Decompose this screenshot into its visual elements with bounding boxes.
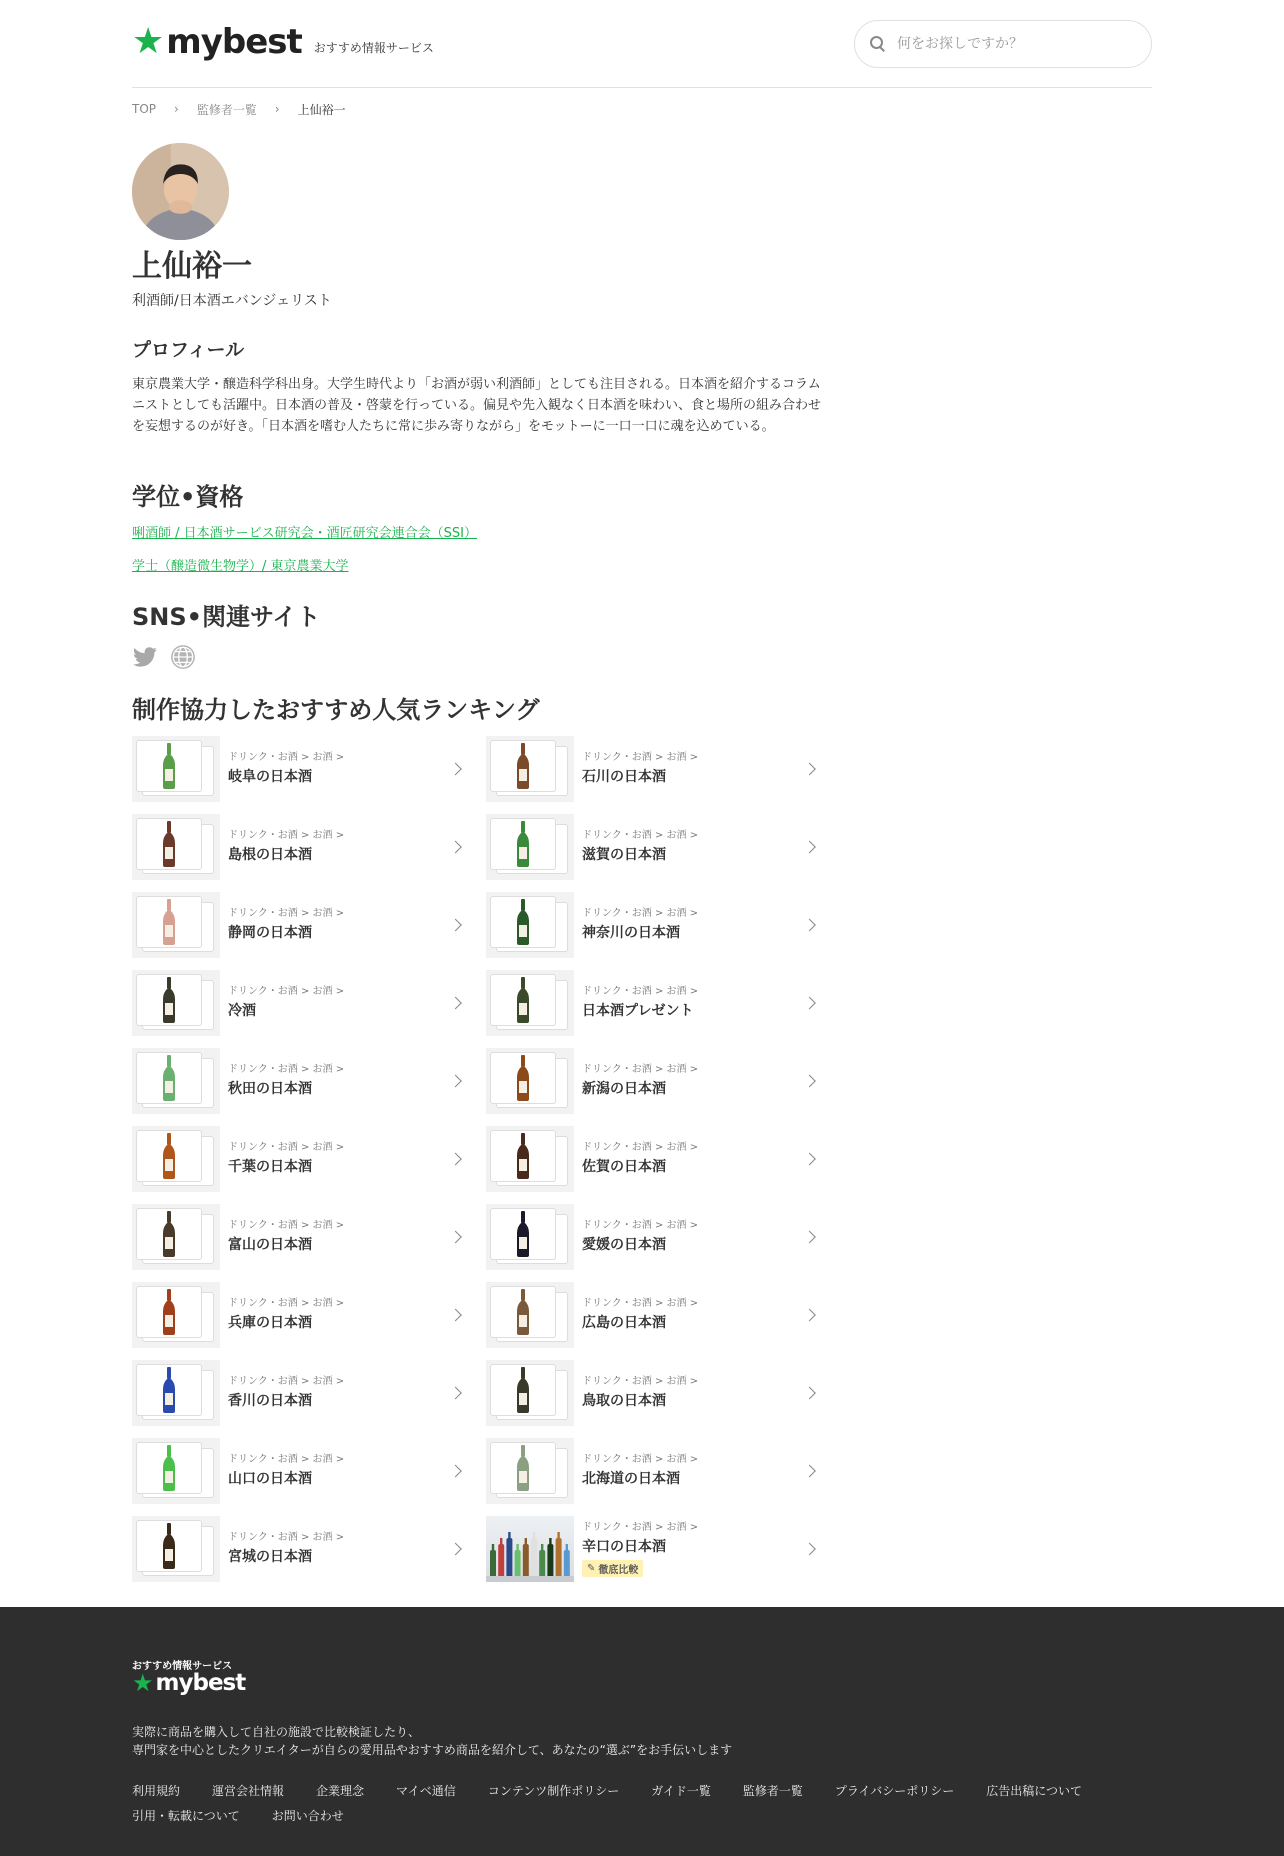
profile-text: 東京農業大学・醸造科学科出身。大学生時代より「お酒が弱い利酒師」としても注目される。日本酒を紹介するコラムニストとしても活躍中。日本酒の普及・啓蒙を行っている。偏見や先入観なく日本酒を味わい、食と場所の組み合わせを妄想するのが好き。「日本酒を嗜む人たちに常に歩み寄りながら」をモットーに一口一口に魂を込めている。 [132, 377, 822, 434]
ranking-thumbnail [132, 1360, 220, 1426]
ranking-thumbnail [486, 1204, 574, 1270]
ranking-item[interactable] [132, 1516, 464, 1582]
ranking-item[interactable] [132, 1204, 464, 1270]
ranking-thumbnail [486, 1048, 574, 1114]
ranking-text [228, 829, 344, 865]
ranking-category: ドリンク・お酒 > お酒 > [582, 1220, 699, 1231]
footer-link[interactable]: 利用規約 [132, 1784, 181, 1798]
ranking-item[interactable] [486, 1048, 818, 1114]
ranking-label: 新潟の日本酒 [582, 1081, 666, 1097]
ranking-text [228, 1297, 344, 1333]
ranking-label: 千葉の日本酒 [228, 1159, 312, 1175]
ranking-item[interactable] [132, 970, 464, 1036]
search-box[interactable] [854, 20, 1152, 68]
chevron-right-icon [449, 1153, 462, 1166]
ranking-text [228, 1141, 344, 1177]
ranking-category: ドリンク・お酒 > お酒 > [228, 1142, 345, 1153]
website-icon[interactable] [170, 644, 196, 670]
ranking-thumbnail [132, 736, 220, 802]
site-header [132, 0, 1152, 88]
ranking-grid [132, 736, 818, 1582]
ranking-item[interactable] [486, 1516, 818, 1582]
chevron-right-icon: › [174, 102, 179, 116]
footer-link[interactable]: 引用・転載について [132, 1809, 240, 1823]
ranking-text [228, 985, 344, 1021]
sake-bottle-icon [163, 977, 175, 1023]
ranking-text [582, 1141, 698, 1177]
ranking-item[interactable] [132, 736, 464, 802]
footer-link[interactable]: 運営会社情報 [212, 1784, 285, 1798]
chevron-right-icon [803, 919, 816, 932]
search-icon [869, 35, 887, 53]
logo-text: mybest [166, 22, 302, 62]
sns-links [132, 644, 196, 670]
avatar [132, 143, 229, 240]
ranking-item[interactable] [132, 1438, 464, 1504]
chevron-right-icon [803, 1465, 816, 1478]
chevron-right-icon [449, 919, 462, 932]
sake-bottle-icon [517, 743, 529, 789]
ranking-category: ドリンク・お酒 > お酒 > [228, 1220, 345, 1231]
ranking-category: ドリンク・お酒 > お酒 > [228, 908, 345, 919]
ranking-text [582, 829, 698, 865]
ranking-thumbnail [132, 1282, 220, 1348]
chevron-right-icon [449, 763, 462, 776]
ranking-text [582, 985, 698, 1021]
ranking-label: 愛媛の日本酒 [582, 1237, 666, 1253]
ranking-category: ドリンク・お酒 > お酒 > [582, 752, 699, 763]
search-input[interactable] [897, 36, 1137, 52]
chevron-right-icon [449, 1231, 462, 1244]
ranking-text [582, 907, 698, 943]
chevron-right-icon [803, 763, 816, 776]
ranking-item[interactable] [486, 814, 818, 880]
chevron-right-icon [803, 1309, 816, 1322]
ranking-item[interactable] [486, 1282, 818, 1348]
ranking-label: 神奈川の日本酒 [582, 925, 680, 941]
avatar-photo [132, 143, 229, 240]
ranking-label: 冷酒 [228, 1003, 256, 1019]
ranking-label: 静岡の日本酒 [228, 925, 312, 941]
ranking-category: ドリンク・お酒 > お酒 > [228, 1298, 345, 1309]
ranking-item[interactable] [486, 892, 818, 958]
ranking-text [582, 1521, 698, 1577]
ranking-thumbnail [132, 1126, 220, 1192]
compare-badge-label: 徹底比較 [598, 1565, 639, 1576]
ranking-text [582, 1219, 698, 1255]
ranking-text [582, 751, 698, 787]
credential-link-sake-sommelier[interactable]: 唎酒師 / 日本酒サービス研究会・酒匠研究会連合会（SSI） [132, 526, 477, 541]
sake-bottle-icon [517, 1055, 529, 1101]
ranking-label: 富山の日本酒 [228, 1237, 312, 1253]
sake-bottle-icon [517, 977, 529, 1023]
breadcrumb-supervisors[interactable]: 監修者一覧 [196, 102, 257, 117]
ranking-label: 宮城の日本酒 [228, 1549, 312, 1565]
footer-link[interactable]: プライバシーポリシー [834, 1784, 955, 1798]
chevron-right-icon: › [274, 102, 280, 116]
ranking-category: ドリンク・お酒 > お酒 > [228, 830, 345, 841]
sns-heading: SNS•関連サイト [132, 603, 321, 631]
footer-logo-text: mybest [155, 1670, 246, 1696]
chevron-right-icon [449, 997, 462, 1010]
sake-bottle-icon [163, 1289, 175, 1335]
ranking-text [582, 1453, 698, 1489]
chevron-right-icon [803, 1543, 816, 1556]
ranking-label: 石川の日本酒 [582, 769, 666, 785]
ranking-text [228, 1063, 344, 1099]
ranking-thumbnail [132, 814, 220, 880]
chevron-right-icon [449, 1075, 462, 1088]
logo-tagline: おすすめ情報サービス [313, 41, 434, 55]
footer-logo[interactable] [132, 1669, 245, 1697]
twitter-icon[interactable] [132, 644, 158, 670]
chevron-right-icon [803, 1387, 816, 1400]
ranking-item[interactable] [132, 1048, 464, 1114]
chevron-right-icon [803, 997, 816, 1010]
ranking-thumbnail [486, 1282, 574, 1348]
ranking-text [582, 1297, 698, 1333]
ranking-thumbnail [132, 1048, 220, 1114]
ranking-label: 佐賀の日本酒 [582, 1159, 666, 1175]
footer-tagline: おすすめ情報サービス [132, 1661, 233, 1672]
sake-bottle-icon [163, 1211, 175, 1257]
chevron-right-icon [803, 1075, 816, 1088]
credentials-heading: 学位•資格 [132, 483, 244, 511]
ranking-label: 秋田の日本酒 [228, 1081, 312, 1097]
ranking-text [228, 1531, 344, 1567]
sake-bottle-icon [517, 1367, 529, 1413]
ranking-category: ドリンク・お酒 > お酒 > [582, 1298, 699, 1309]
sake-bottle-icon [517, 1133, 529, 1179]
chevron-right-icon [803, 1231, 816, 1244]
ranking-text [228, 907, 344, 943]
footer-desc-line1: 実際に商品を購入して自社の施設で比較検証したり、 [132, 1725, 421, 1739]
ranking-item[interactable] [486, 970, 818, 1036]
ranking-category: ドリンク・お酒 > お酒 > [228, 752, 345, 763]
compare-badge [582, 1560, 643, 1577]
breadcrumb-current: 上仙裕一 [297, 102, 346, 117]
ranking-item[interactable] [132, 892, 464, 958]
footer-link[interactable]: 企業理念 [316, 1784, 365, 1798]
sake-bottle-icon [163, 821, 175, 867]
sake-bottle-icon [517, 1211, 529, 1257]
ranking-text [582, 1375, 698, 1411]
star-icon: ★ [132, 21, 165, 62]
footer-link[interactable]: お問い合わせ [271, 1809, 344, 1823]
ranking-thumbnail [486, 1360, 574, 1426]
ranking-item[interactable] [486, 1360, 818, 1426]
chevron-right-icon [449, 1543, 462, 1556]
chevron-right-icon [449, 841, 462, 854]
ranking-category: ドリンク・お酒 > お酒 > [582, 1064, 699, 1075]
ranking-thumbnail [132, 970, 220, 1036]
sake-bottle-icon [163, 899, 175, 945]
ranking-label: 広島の日本酒 [582, 1315, 666, 1331]
sake-bottle-icon [517, 1445, 529, 1491]
ranking-label: 香川の日本酒 [228, 1393, 312, 1409]
site-footer [0, 1607, 1284, 1856]
ranking-heading: 制作協力したおすすめ人気ランキング [132, 696, 540, 724]
ranking-text [582, 1063, 698, 1099]
ranking-thumbnail [486, 1438, 574, 1504]
ranking-category: ドリンク・お酒 > お酒 > [228, 1532, 345, 1543]
ranking-thumbnail [132, 1516, 220, 1582]
ranking-category: ドリンク・お酒 > お酒 > [582, 830, 699, 841]
supervisor-title: 利酒師/日本酒エバンジェリスト [132, 293, 332, 309]
footer-link[interactable]: ガイド一覧 [651, 1784, 711, 1798]
ranking-item[interactable] [132, 1126, 464, 1192]
chevron-right-icon [449, 1465, 462, 1478]
ranking-thumbnail [132, 892, 220, 958]
footer-links [132, 1783, 1132, 1825]
ranking-label: 日本酒プレゼント [582, 1003, 694, 1019]
supervisor-name: 上仙裕一 [132, 249, 252, 284]
ranking-text [228, 1219, 344, 1255]
ranking-item[interactable] [132, 1360, 464, 1426]
compare-icon: ✎ [587, 1563, 596, 1574]
ranking-label: 兵庫の日本酒 [228, 1315, 312, 1331]
ranking-category: ドリンク・お酒 > お酒 > [582, 986, 699, 997]
ranking-label: 辛口の日本酒 [582, 1539, 666, 1555]
footer-link[interactable]: マイベ通信 [396, 1784, 456, 1798]
ranking-thumbnail [486, 1126, 574, 1192]
sake-bottle-icon [163, 1523, 175, 1569]
ranking-thumbnail [132, 1438, 220, 1504]
ranking-text [228, 1375, 344, 1411]
ranking-thumbnail [486, 814, 574, 880]
chevron-right-icon [803, 841, 816, 854]
footer-link[interactable]: 広告出稿について [986, 1784, 1083, 1798]
ranking-label: 滋賀の日本酒 [582, 847, 666, 863]
breadcrumb-top[interactable]: TOP [132, 102, 157, 116]
ranking-item[interactable] [486, 1204, 818, 1270]
ranking-text [228, 1453, 344, 1489]
ranking-category: ドリンク・お酒 > お酒 > [582, 908, 699, 919]
ranking-item[interactable] [132, 1282, 464, 1348]
sake-bottle-icon [163, 1055, 175, 1101]
ranking-category: ドリンク・お酒 > お酒 > [228, 1454, 345, 1465]
ranking-label: 島根の日本酒 [228, 847, 312, 863]
chevron-right-icon [803, 1153, 816, 1166]
footer-link[interactable]: 監修者一覧 [742, 1784, 803, 1798]
ranking-label: 岐阜の日本酒 [228, 769, 312, 785]
chevron-right-icon [449, 1387, 462, 1400]
ranking-category: ドリンク・お酒 > お酒 > [582, 1522, 699, 1533]
breadcrumb [132, 100, 346, 118]
site-logo[interactable] [132, 22, 434, 62]
ranking-category: ドリンク・お酒 > お酒 > [582, 1142, 699, 1153]
ranking-thumbnail [486, 970, 574, 1036]
ranking-item[interactable] [486, 1126, 818, 1192]
sake-bottle-icon [163, 1367, 175, 1413]
ranking-label: 鳥取の日本酒 [582, 1393, 666, 1409]
ranking-category: ドリンク・お酒 > お酒 > [582, 1454, 699, 1465]
ranking-category: ドリンク・お酒 > お酒 > [228, 1376, 345, 1387]
ranking-item[interactable] [486, 1438, 818, 1504]
profile-heading: プロフィール [132, 339, 245, 361]
sake-bottle-icon [163, 1133, 175, 1179]
ranking-thumbnail [486, 736, 574, 802]
ranking-thumbnail [132, 1204, 220, 1270]
sake-bottle-icon [163, 743, 175, 789]
footer-link[interactable]: コンテンツ制作ポリシー [487, 1784, 620, 1798]
ranking-text [228, 751, 344, 787]
ranking-category: ドリンク・お酒 > お酒 > [582, 1376, 699, 1387]
sake-bottle-icon [517, 1289, 529, 1335]
sake-bottle-icon [163, 1445, 175, 1491]
chevron-right-icon [449, 1309, 462, 1322]
ranking-label: 山口の日本酒 [228, 1471, 312, 1487]
ranking-label: 北海道の日本酒 [582, 1471, 680, 1487]
ranking-thumbnail [486, 1516, 574, 1582]
sake-bottle-icon [517, 821, 529, 867]
star-icon: ★ [132, 1669, 154, 1697]
ranking-item[interactable] [486, 736, 818, 802]
sake-bottle-icon [517, 899, 529, 945]
ranking-item[interactable] [132, 814, 464, 880]
footer-description [132, 1723, 732, 1759]
ranking-category: ドリンク・お酒 > お酒 > [228, 986, 345, 997]
ranking-category: ドリンク・お酒 > お酒 > [228, 1064, 345, 1075]
credential-link-bachelor[interactable]: 学士（醸造微生物学）/ 東京農業大学 [132, 559, 349, 574]
ranking-thumbnail [486, 892, 574, 958]
footer-desc-line2: 専門家を中心としたクリエイターが自らの愛用品やおすすめ商品を紹介して、あなたの“選ぶ”をお手伝いします [132, 1743, 733, 1757]
